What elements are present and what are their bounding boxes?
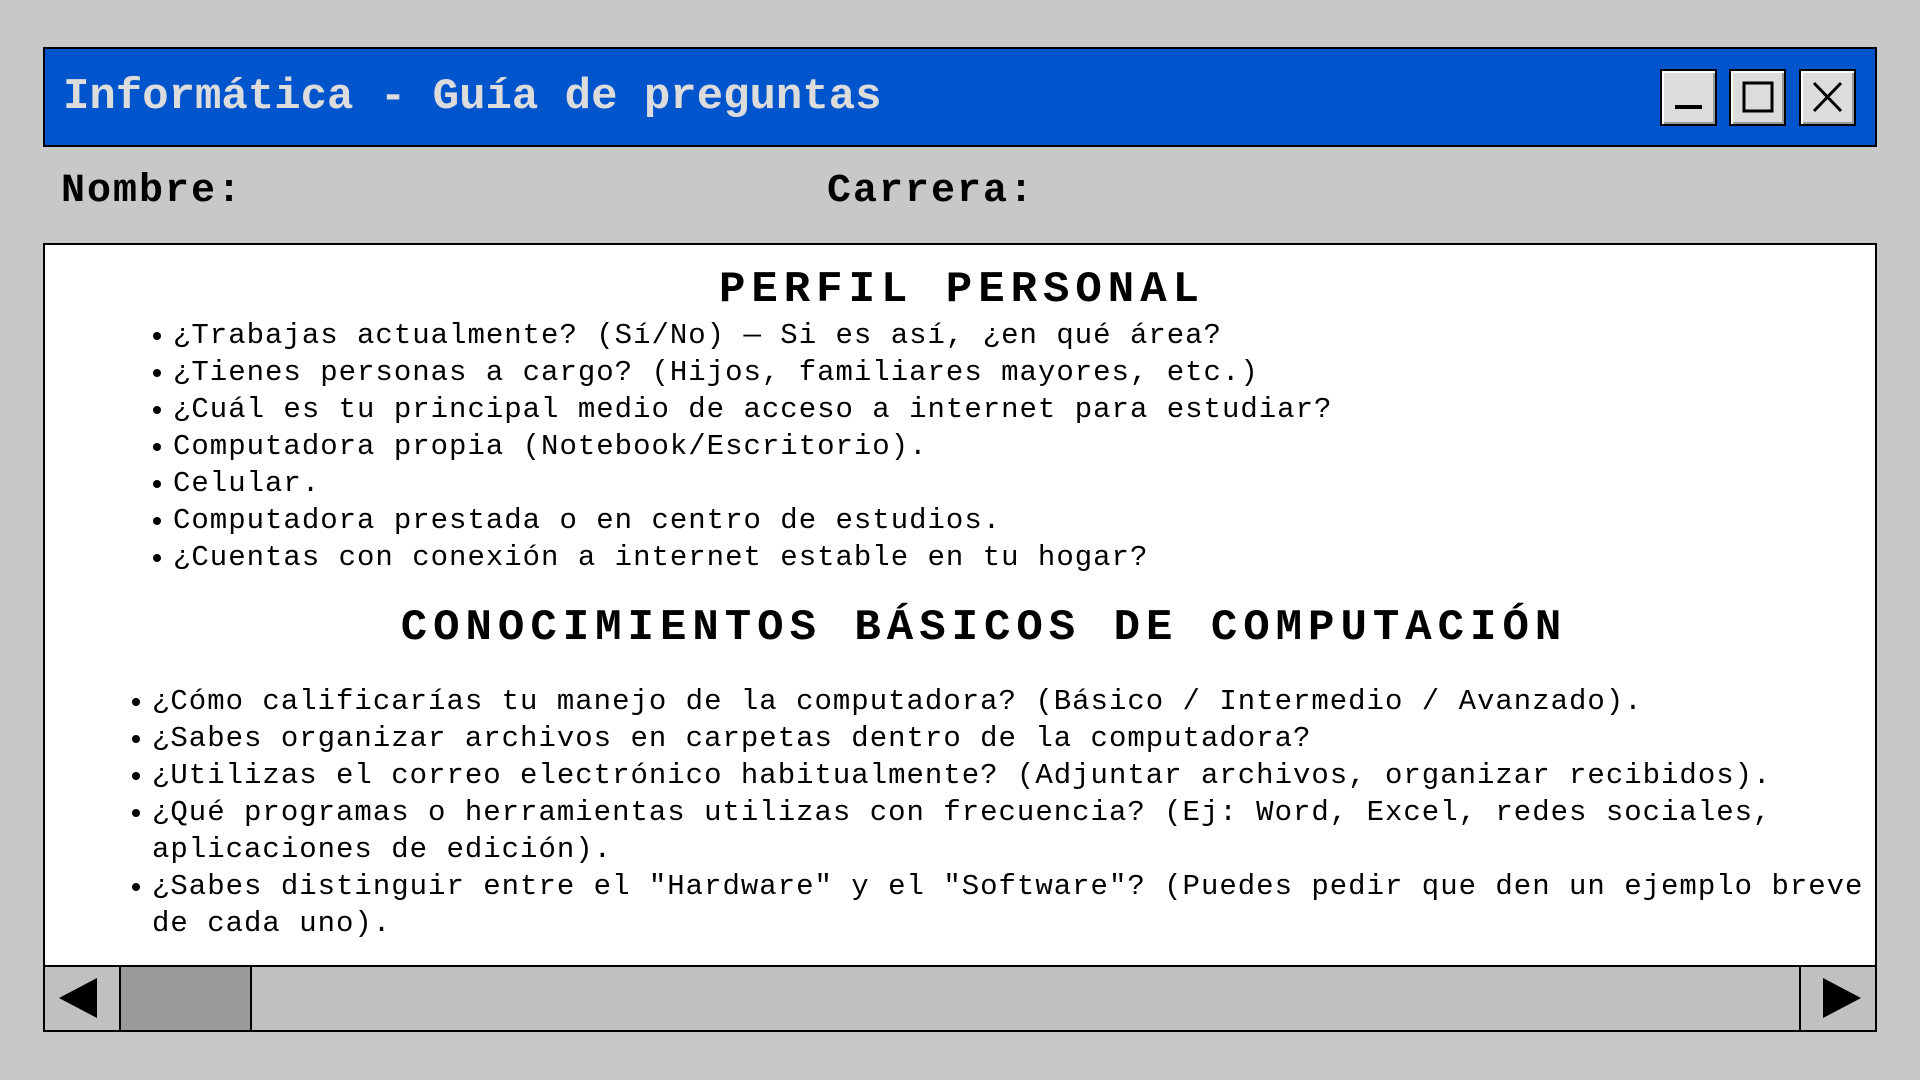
close-icon bbox=[1801, 71, 1854, 124]
minimize-icon bbox=[1662, 71, 1715, 124]
maximize-icon bbox=[1731, 71, 1784, 124]
scroll-left-button[interactable] bbox=[45, 967, 121, 1030]
list-item: ¿Tienes personas a cargo? (Hijos, familiares mayores, etc.) bbox=[149, 354, 1829, 391]
list-item: ¿Trabajas actualmente? (Sí/No) — Si es así, ¿en qué área? bbox=[149, 317, 1829, 354]
section-title-conocimientos: CONOCIMIENTOS BÁSICOS DE COMPUTACIÓN bbox=[400, 603, 1568, 653]
list-item: ¿Sabes distinguir entre el "Hardware" y el "Software"? (Puedes pedir que den un ejemplo breve de cada uno). bbox=[128, 868, 1868, 942]
scroll-track[interactable] bbox=[252, 967, 1801, 1030]
scroll-thumb[interactable] bbox=[121, 967, 252, 1030]
scroll-right-button[interactable] bbox=[1799, 967, 1875, 1030]
list-item: ¿Cuentas con conexión a internet estable en tu hogar? bbox=[149, 539, 1829, 576]
career-field-label: Carrera: bbox=[827, 169, 1036, 214]
list-item: ¿Utilizas el correo electrónico habitualmente? (Adjuntar archivos, organizar recibidos). bbox=[128, 757, 1868, 794]
horizontal-scrollbar[interactable] bbox=[43, 965, 1877, 1032]
list-item: ¿Qué programas o herramientas utilizas con frecuencia? (Ej: Word, Excel, redes sociales, aplicaciones de edición). bbox=[128, 794, 1868, 868]
question-list-perfil bbox=[149, 317, 1829, 576]
name-field-label: Nombre: bbox=[61, 169, 244, 214]
list-item: Computadora propia (Notebook/Escritorio). bbox=[149, 428, 1829, 465]
list-item: Celular. bbox=[149, 465, 1829, 502]
list-item: ¿Cuál es tu principal medio de acceso a internet para estudiar? bbox=[149, 391, 1829, 428]
list-item: Computadora prestada o en centro de estudios. bbox=[149, 502, 1829, 539]
arrow-right-icon bbox=[1801, 967, 1875, 1030]
section-title-perfil-personal: PERFIL PERSONAL bbox=[718, 265, 1206, 315]
arrow-left-icon bbox=[45, 967, 119, 1030]
list-item: ¿Cómo calificarías tu manejo de la computadora? (Básico / Intermedio / Avanzado). bbox=[128, 683, 1868, 720]
title-bar bbox=[43, 47, 1877, 147]
minimize-button[interactable] bbox=[1660, 69, 1717, 126]
close-button[interactable] bbox=[1799, 69, 1856, 126]
window-title: Informática - Guía de preguntas bbox=[63, 72, 882, 122]
question-list-conocimientos bbox=[128, 683, 1868, 942]
content-panel bbox=[43, 243, 1877, 968]
list-item: ¿Sabes organizar archivos en carpetas dentro de la computadora? bbox=[128, 720, 1868, 757]
maximize-button[interactable] bbox=[1729, 69, 1786, 126]
